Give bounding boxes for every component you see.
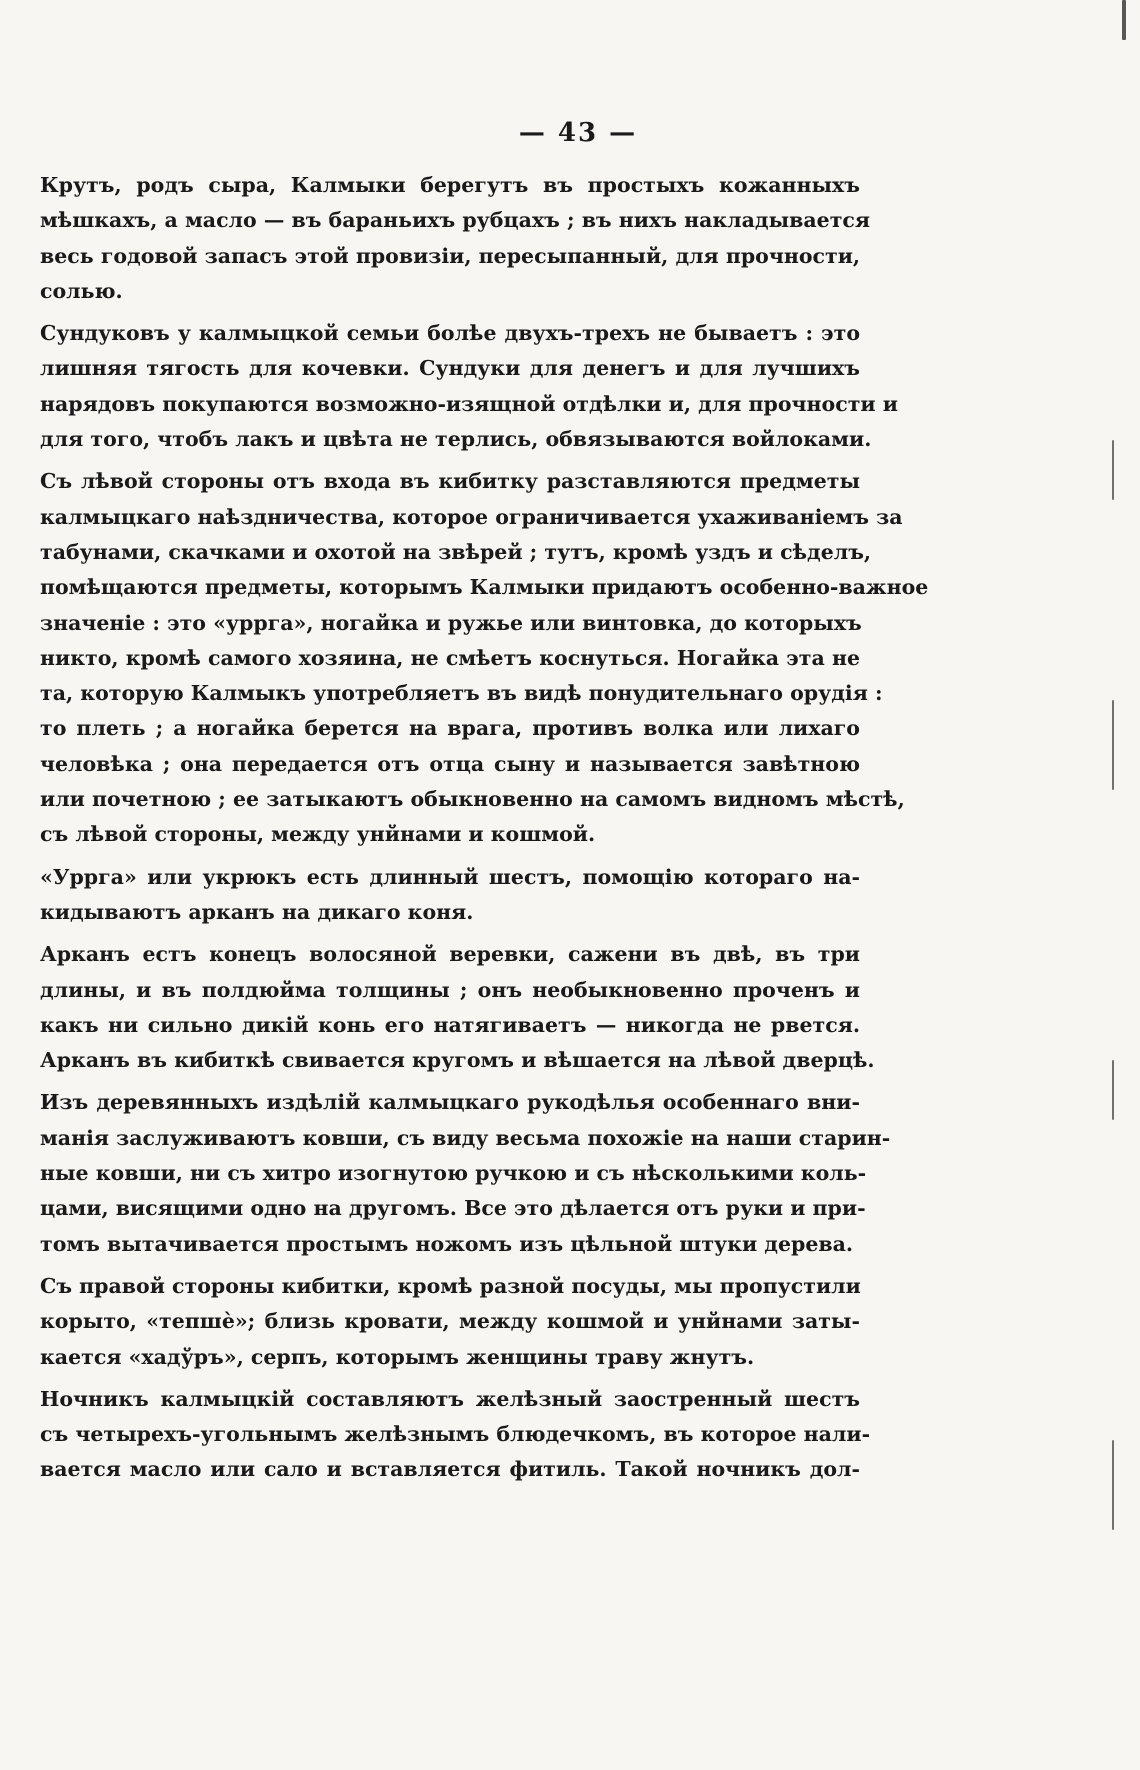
text-line: то плеть ; а ногайка берется на врага, противъ волка или лихаго <box>40 716 860 741</box>
paragraph <box>40 1269 860 1375</box>
text-line: корыто, «тепшѐ»; близь кровати, между кошмой и унйнами заты- <box>40 1309 860 1334</box>
text-line: Сундуковъ у калмыцкой семьи болѣе двухъ-трехъ не бываетъ : это <box>40 321 860 346</box>
text-line: вается масло или сало и вставляется фитиль. Такой ночникъ дол- <box>40 1457 860 1482</box>
text-line: та, которую Калмыкъ употребляетъ въ видѣ понудительнаго орудія : <box>40 681 883 706</box>
text-line: лишняя тягость для кочевки. Сундуки для денегъ и для лучшихъ <box>40 356 860 381</box>
text-line: Арканъ въ кибиткѣ свивается кругомъ и вѣшается на лѣвой дверцѣ. <box>40 1048 875 1073</box>
paragraph <box>40 464 929 852</box>
page-edge-mark <box>1112 1060 1114 1120</box>
text-line: табунами, скачками и охотой на звѣрей ; тутъ, кромѣ уздъ и сѣделъ, <box>40 539 872 564</box>
text-line: кидываютъ арканъ на дикаго коня. <box>40 899 474 924</box>
text-line: Арканъ естъ конецъ волосяной веревки, сажени въ двѣ, въ три <box>40 942 860 967</box>
text-line: Съ правой стороны кибитки, кромѣ разной посуды, мы пропустили <box>40 1273 861 1298</box>
text-line: для того, чтобъ лакъ и цвѣта не терлись, обвязываются войлоками. <box>40 427 872 452</box>
text-line: человѣка ; она передается отъ отца сыну и называется завѣтною <box>40 751 860 776</box>
text-line: какъ ни сильно дикій конь его натягиваетъ — никогда не рвется. <box>40 1012 860 1037</box>
paragraph <box>40 1382 871 1488</box>
body-text <box>40 168 929 1495</box>
page-edge-mark <box>1112 700 1114 790</box>
paragraph <box>40 860 860 931</box>
text-line: никто, кромѣ самого хозяина, не смѣетъ коснуться. Ногайка эта не <box>40 645 860 670</box>
text-line: Изъ деревянныхъ издѣлій калмыцкаго рукодѣлья особеннаго вни- <box>40 1090 860 1115</box>
text-line: солью. <box>40 278 123 303</box>
text-line: Ночникъ калмыцкій составляютъ желѣзный заостренный шестъ <box>40 1386 860 1411</box>
text-line: помѣщаются предметы, которымъ Калмыки придаютъ особенно-важное <box>40 575 929 600</box>
paragraph <box>40 316 898 457</box>
text-line: съ четырехъ-угольнымъ желѣзнымъ блюдечкомъ, въ которое нали- <box>40 1422 871 1447</box>
text-line: длины, и въ полдюйма толщины ; онъ необыкновенно проченъ и <box>40 977 860 1002</box>
text-line: или почетною ; ее затыкаютъ обыкновенно на самомъ видномъ мѣстѣ, <box>40 787 905 812</box>
paragraph <box>40 1085 891 1261</box>
text-line: кается «хадўръ», серпъ, которымъ женщины траву жнутъ. <box>40 1344 755 1369</box>
text-line: Съ лѣвой стороны отъ входа въ кибитку разставляются предметы <box>40 469 860 494</box>
text-line: мѣшкахъ, а масло — въ бараньихъ рубцахъ ; въ нихъ накладывается <box>40 208 871 233</box>
page-edge-mark <box>1112 1440 1114 1530</box>
text-line: весь годовой запасъ этой провизіи, пересыпанный, для прочности, <box>40 243 861 268</box>
text-line: съ лѣвой стороны, между унйнами и кошмой. <box>40 822 596 847</box>
text-line: «Уррга» или укрюкъ есть длинный шестъ, помощію котораго на- <box>40 864 860 889</box>
paragraph <box>40 168 871 309</box>
page-number: — 43 — <box>518 118 638 148</box>
text-line: цами, висящими одно на другомъ. Все это дѣлается отъ руки и при- <box>40 1196 866 1221</box>
text-line: ные ковши, ни съ хитро изогнутою ручкою и съ нѣсколькими коль- <box>40 1161 867 1186</box>
text-line: манія заслуживаютъ ковши, съ виду весьма похожіе на наши старин- <box>40 1125 891 1150</box>
text-line: Крутъ, родъ сыра, Калмыки берегутъ въ простыхъ кожанныхъ <box>40 173 860 197</box>
text-line: значеніе : это «уррга», ногайка и ружье или винтовка, до которыхъ <box>40 610 862 635</box>
page-edge-mark <box>1122 0 1126 40</box>
page-edge-mark <box>1112 440 1114 500</box>
paragraph <box>40 937 875 1078</box>
text-line: нарядовъ покупаются возможно-изящной отдѣлки и, для прочности и <box>40 391 898 416</box>
text-line: томъ вытачивается простымъ ножомъ изъ цѣльной штуки дерева. <box>40 1231 854 1256</box>
text-line: калмыцкаго наѣздничества, которое ограничивается ухаживаніемъ за <box>40 504 903 529</box>
